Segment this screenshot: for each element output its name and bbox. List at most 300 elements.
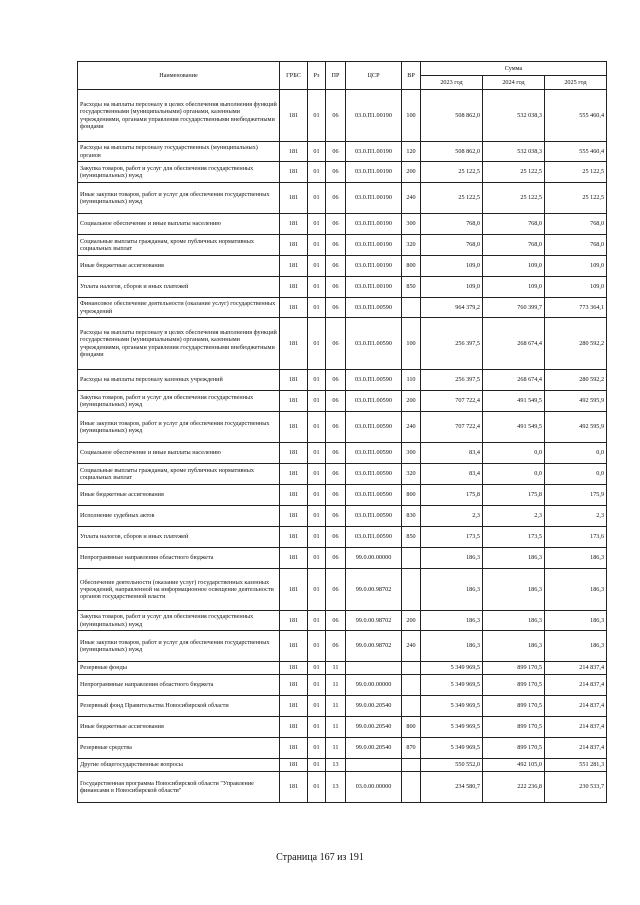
row-sum-2024: 109,0 bbox=[483, 277, 545, 298]
row-sum-2023: 5 349 969,5 bbox=[421, 696, 483, 717]
row-vr bbox=[402, 569, 421, 611]
row-sum-2024: 492 105,0 bbox=[483, 759, 545, 772]
row-sum-2024: 222 236,8 bbox=[483, 772, 545, 803]
row-pr: 06 bbox=[326, 569, 346, 611]
table-row bbox=[78, 611, 607, 631]
row-grbs: 181 bbox=[280, 318, 308, 370]
row-rz: 01 bbox=[308, 443, 326, 464]
row-sum-2023: 707 722,4 bbox=[421, 412, 483, 443]
row-csr: 03.0.00.00000 bbox=[346, 772, 402, 803]
row-name: Социальные выплаты гражданам, кроме публичных нормативных социальных выплат bbox=[78, 464, 280, 485]
row-rz: 01 bbox=[308, 506, 326, 527]
row-rz: 01 bbox=[308, 90, 326, 142]
row-grbs: 181 bbox=[280, 772, 308, 803]
row-sum-2025: 109,0 bbox=[545, 256, 607, 277]
row-sum-2023: 234 580,7 bbox=[421, 772, 483, 803]
row-rz: 01 bbox=[308, 772, 326, 803]
row-sum-2025: 186,3 bbox=[545, 548, 607, 569]
row-sum-2025: 109,0 bbox=[545, 277, 607, 298]
row-vr: 200 bbox=[402, 391, 421, 412]
row-sum-2024: 268 674,4 bbox=[483, 318, 545, 370]
row-csr bbox=[346, 759, 402, 772]
row-vr: 320 bbox=[402, 464, 421, 485]
row-pr: 11 bbox=[326, 717, 346, 738]
header-grbs: ГРБС bbox=[280, 62, 308, 90]
row-pr: 06 bbox=[326, 214, 346, 235]
row-sum-2024: 173,5 bbox=[483, 527, 545, 548]
row-sum-2025: 186,3 bbox=[545, 611, 607, 631]
row-sum-2023: 508 862,0 bbox=[421, 142, 483, 162]
row-pr: 11 bbox=[326, 675, 346, 696]
row-name: Резервные средства bbox=[78, 738, 280, 759]
row-pr: 06 bbox=[326, 235, 346, 256]
row-sum-2024: 532 038,3 bbox=[483, 90, 545, 142]
row-name: Резервные фонды bbox=[78, 662, 280, 675]
row-sum-2023: 5 349 969,5 bbox=[421, 717, 483, 738]
row-grbs: 181 bbox=[280, 183, 308, 214]
row-pr: 06 bbox=[326, 485, 346, 506]
row-vr: 870 bbox=[402, 738, 421, 759]
table-row bbox=[78, 318, 607, 370]
header-sum: Сумма bbox=[421, 62, 607, 76]
table-row bbox=[78, 485, 607, 506]
row-rz: 01 bbox=[308, 235, 326, 256]
row-sum-2025: 214 837,4 bbox=[545, 696, 607, 717]
row-sum-2023: 964 379,2 bbox=[421, 298, 483, 318]
row-sum-2024: 491 549,5 bbox=[483, 391, 545, 412]
header-year-2023: 2023 год bbox=[421, 76, 483, 90]
row-sum-2024: 491 549,5 bbox=[483, 412, 545, 443]
row-csr: 99.0.00.98702 bbox=[346, 611, 402, 631]
row-grbs: 181 bbox=[280, 675, 308, 696]
row-grbs: 181 bbox=[280, 717, 308, 738]
row-csr: 03.0.П1.00590 bbox=[346, 506, 402, 527]
row-pr: 06 bbox=[326, 443, 346, 464]
row-pr: 06 bbox=[326, 277, 346, 298]
row-sum-2025: 280 592,2 bbox=[545, 370, 607, 391]
row-vr bbox=[402, 662, 421, 675]
page-number: Страница 167 из 191 bbox=[276, 852, 364, 863]
row-rz: 01 bbox=[308, 256, 326, 277]
row-sum-2023: 508 862,0 bbox=[421, 90, 483, 142]
row-sum-2023: 109,0 bbox=[421, 277, 483, 298]
row-rz: 01 bbox=[308, 527, 326, 548]
row-sum-2023: 768,0 bbox=[421, 214, 483, 235]
row-pr: 13 bbox=[326, 759, 346, 772]
row-grbs: 181 bbox=[280, 162, 308, 183]
row-csr: 99.0.00.00000 bbox=[346, 548, 402, 569]
row-grbs: 181 bbox=[280, 214, 308, 235]
row-sum-2025: 773 364,1 bbox=[545, 298, 607, 318]
row-pr: 06 bbox=[326, 256, 346, 277]
row-pr: 13 bbox=[326, 772, 346, 803]
row-csr: 03.0.П1.00590 bbox=[346, 298, 402, 318]
row-name: Закупка товаров, работ и услуг для обеспечения государственных (муниципальных) нужд bbox=[78, 162, 280, 183]
header-year-2024: 2024 год bbox=[483, 76, 545, 90]
table-row bbox=[78, 443, 607, 464]
row-grbs: 181 bbox=[280, 464, 308, 485]
table-row bbox=[78, 277, 607, 298]
row-grbs: 181 bbox=[280, 235, 308, 256]
row-name: Резервный фонд Правительства Новосибирской области bbox=[78, 696, 280, 717]
row-rz: 01 bbox=[308, 759, 326, 772]
row-sum-2025: 214 837,4 bbox=[545, 662, 607, 675]
row-grbs: 181 bbox=[280, 696, 308, 717]
row-vr: 830 bbox=[402, 506, 421, 527]
row-name: Социальное обеспечение и иные выплаты населению bbox=[78, 443, 280, 464]
row-sum-2025: 551 281,3 bbox=[545, 759, 607, 772]
row-rz: 01 bbox=[308, 696, 326, 717]
row-grbs: 181 bbox=[280, 738, 308, 759]
row-csr: 03.0.П1.00590 bbox=[346, 464, 402, 485]
row-vr: 100 bbox=[402, 90, 421, 142]
row-sum-2025: 214 837,4 bbox=[545, 738, 607, 759]
row-name: Непрограммные направления областного бюджета bbox=[78, 675, 280, 696]
row-rz: 01 bbox=[308, 464, 326, 485]
row-grbs: 181 bbox=[280, 412, 308, 443]
row-pr: 06 bbox=[326, 506, 346, 527]
row-sum-2025: 230 533,7 bbox=[545, 772, 607, 803]
row-name: Иные закупки товаров, работ и услуг для обеспечения государственных (муниципальных) нужд bbox=[78, 631, 280, 662]
row-sum-2025: 2,3 bbox=[545, 506, 607, 527]
row-rz: 01 bbox=[308, 183, 326, 214]
row-csr: 03.0.П1.00190 bbox=[346, 183, 402, 214]
row-sum-2025: 186,3 bbox=[545, 631, 607, 662]
row-sum-2024: 760 399,7 bbox=[483, 298, 545, 318]
row-csr: 03.0.П1.00590 bbox=[346, 485, 402, 506]
table-body bbox=[78, 90, 607, 803]
table-row bbox=[78, 256, 607, 277]
row-sum-2025: 25 122,5 bbox=[545, 183, 607, 214]
table-row bbox=[78, 298, 607, 318]
row-rz: 01 bbox=[308, 298, 326, 318]
row-grbs: 181 bbox=[280, 298, 308, 318]
header-vr: ВР bbox=[402, 62, 421, 90]
row-vr: 300 bbox=[402, 443, 421, 464]
row-name: Иные бюджетные ассигнования bbox=[78, 256, 280, 277]
table-row bbox=[78, 370, 607, 391]
row-rz: 01 bbox=[308, 412, 326, 443]
row-pr: 06 bbox=[326, 611, 346, 631]
row-sum-2025: 0,0 bbox=[545, 443, 607, 464]
row-vr: 320 bbox=[402, 235, 421, 256]
row-name: Закупка товаров, работ и услуг для обеспечения государственных (муниципальных) нужд bbox=[78, 611, 280, 631]
row-name: Иные бюджетные ассигнования bbox=[78, 717, 280, 738]
row-sum-2023: 5 349 969,5 bbox=[421, 738, 483, 759]
row-sum-2023: 83,4 bbox=[421, 443, 483, 464]
row-rz: 01 bbox=[308, 162, 326, 183]
row-vr: 240 bbox=[402, 631, 421, 662]
row-name: Социальное обеспечение и иные выплаты населению bbox=[78, 214, 280, 235]
row-grbs: 181 bbox=[280, 759, 308, 772]
row-sum-2024: 899 170,5 bbox=[483, 675, 545, 696]
row-name: Закупка товаров, работ и услуг для обеспечения государственных (муниципальных) нужд bbox=[78, 391, 280, 412]
row-vr: 800 bbox=[402, 485, 421, 506]
budget-table bbox=[77, 61, 607, 803]
row-sum-2023: 186,3 bbox=[421, 631, 483, 662]
row-vr bbox=[402, 772, 421, 803]
table-row bbox=[78, 569, 607, 611]
row-rz: 01 bbox=[308, 214, 326, 235]
row-sum-2025: 173,6 bbox=[545, 527, 607, 548]
row-sum-2025: 555 460,4 bbox=[545, 142, 607, 162]
table-row bbox=[78, 548, 607, 569]
row-grbs: 181 bbox=[280, 527, 308, 548]
row-pr: 06 bbox=[326, 318, 346, 370]
row-name: Социальные выплаты гражданам, кроме публичных нормативных социальных выплат bbox=[78, 235, 280, 256]
row-sum-2023: 186,3 bbox=[421, 548, 483, 569]
row-pr: 06 bbox=[326, 631, 346, 662]
row-grbs: 181 bbox=[280, 569, 308, 611]
row-sum-2023: 175,8 bbox=[421, 485, 483, 506]
row-pr: 11 bbox=[326, 696, 346, 717]
row-vr: 240 bbox=[402, 183, 421, 214]
row-grbs: 181 bbox=[280, 142, 308, 162]
row-sum-2025: 214 837,4 bbox=[545, 675, 607, 696]
row-sum-2024: 2,3 bbox=[483, 506, 545, 527]
row-sum-2023: 109,0 bbox=[421, 256, 483, 277]
header-rz: Рз bbox=[308, 62, 326, 90]
row-sum-2023: 173,5 bbox=[421, 527, 483, 548]
row-rz: 01 bbox=[308, 142, 326, 162]
row-pr: 06 bbox=[326, 527, 346, 548]
row-sum-2023: 186,3 bbox=[421, 569, 483, 611]
row-sum-2025: 25 122,5 bbox=[545, 162, 607, 183]
row-sum-2023: 5 349 969,5 bbox=[421, 662, 483, 675]
row-vr bbox=[402, 696, 421, 717]
row-sum-2024: 768,0 bbox=[483, 214, 545, 235]
row-name: Обеспечение деятельности (оказание услуг) государственных казенных учреждений, направленной на информационное освещение деятельности органов государственной власти bbox=[78, 569, 280, 611]
row-name: Иные закупки товаров, работ и услуг для обеспечения государственных (муниципальных) нужд bbox=[78, 183, 280, 214]
row-grbs: 181 bbox=[280, 443, 308, 464]
row-pr: 06 bbox=[326, 183, 346, 214]
row-csr: 99.0.00.20540 bbox=[346, 696, 402, 717]
row-csr: 99.0.00.00000 bbox=[346, 675, 402, 696]
row-vr: 120 bbox=[402, 142, 421, 162]
row-grbs: 181 bbox=[280, 370, 308, 391]
row-pr: 06 bbox=[326, 90, 346, 142]
row-sum-2023: 2,3 bbox=[421, 506, 483, 527]
row-sum-2024: 175,8 bbox=[483, 485, 545, 506]
header-name: Наименование bbox=[78, 62, 280, 90]
table-row bbox=[78, 696, 607, 717]
row-sum-2025: 492 595,9 bbox=[545, 391, 607, 412]
row-vr: 800 bbox=[402, 256, 421, 277]
row-grbs: 181 bbox=[280, 631, 308, 662]
row-vr bbox=[402, 759, 421, 772]
table-row bbox=[78, 772, 607, 803]
row-rz: 01 bbox=[308, 548, 326, 569]
row-sum-2025: 214 837,4 bbox=[545, 717, 607, 738]
row-grbs: 181 bbox=[280, 485, 308, 506]
row-sum-2023: 550 552,0 bbox=[421, 759, 483, 772]
table-row bbox=[78, 391, 607, 412]
row-grbs: 181 bbox=[280, 662, 308, 675]
row-sum-2025: 555 460,4 bbox=[545, 90, 607, 142]
row-pr: 06 bbox=[326, 412, 346, 443]
row-name: Государственная программа Новосибирской области "Управление финансами в Новосибирской области" bbox=[78, 772, 280, 803]
row-grbs: 181 bbox=[280, 611, 308, 631]
row-name: Другие общегосударственные вопросы bbox=[78, 759, 280, 772]
row-rz: 01 bbox=[308, 738, 326, 759]
table-row bbox=[78, 631, 607, 662]
row-name: Иные закупки товаров, работ и услуг для обеспечения государственных (муниципальных) нужд bbox=[78, 412, 280, 443]
row-pr: 06 bbox=[326, 370, 346, 391]
row-sum-2024: 186,3 bbox=[483, 569, 545, 611]
row-csr: 03.0.П1.00190 bbox=[346, 214, 402, 235]
row-pr: 11 bbox=[326, 738, 346, 759]
row-csr: 03.0.П1.00190 bbox=[346, 235, 402, 256]
row-grbs: 181 bbox=[280, 277, 308, 298]
row-csr: 99.0.00.98702 bbox=[346, 569, 402, 611]
row-sum-2025: 768,0 bbox=[545, 235, 607, 256]
row-vr bbox=[402, 675, 421, 696]
table-row bbox=[78, 214, 607, 235]
row-sum-2024: 268 674,4 bbox=[483, 370, 545, 391]
row-sum-2023: 256 397,5 bbox=[421, 370, 483, 391]
table-row bbox=[78, 717, 607, 738]
row-sum-2024: 768,0 bbox=[483, 235, 545, 256]
row-name: Расходы на выплаты персоналу казенных учреждений bbox=[78, 370, 280, 391]
row-vr: 850 bbox=[402, 277, 421, 298]
table-row bbox=[78, 464, 607, 485]
row-sum-2024: 899 170,5 bbox=[483, 717, 545, 738]
row-sum-2024: 25 122,5 bbox=[483, 183, 545, 214]
row-csr bbox=[346, 662, 402, 675]
row-sum-2024: 0,0 bbox=[483, 443, 545, 464]
table-row bbox=[78, 90, 607, 142]
row-rz: 01 bbox=[308, 391, 326, 412]
row-rz: 01 bbox=[308, 318, 326, 370]
row-csr: 03.0.П1.00590 bbox=[346, 412, 402, 443]
row-pr: 11 bbox=[326, 662, 346, 675]
row-csr: 03.0.П1.00190 bbox=[346, 162, 402, 183]
row-csr: 03.0.П1.00190 bbox=[346, 277, 402, 298]
row-vr: 800 bbox=[402, 717, 421, 738]
row-sum-2025: 175,9 bbox=[545, 485, 607, 506]
row-grbs: 181 bbox=[280, 506, 308, 527]
row-sum-2025: 280 592,2 bbox=[545, 318, 607, 370]
row-sum-2024: 899 170,5 bbox=[483, 662, 545, 675]
row-sum-2023: 5 349 969,5 bbox=[421, 675, 483, 696]
row-name: Расходы на выплаты персоналу в целях обеспечения выполнения функций государственными (муниципальными) органами, казенными учреждениями, органами управления государственными внебюджетными фондами bbox=[78, 90, 280, 142]
row-pr: 06 bbox=[326, 298, 346, 318]
header-year-2025: 2025 год bbox=[545, 76, 607, 90]
header-csr: ЦСР bbox=[346, 62, 402, 90]
row-sum-2025: 0,0 bbox=[545, 464, 607, 485]
row-rz: 01 bbox=[308, 485, 326, 506]
row-sum-2025: 186,3 bbox=[545, 569, 607, 611]
row-sum-2024: 109,0 bbox=[483, 256, 545, 277]
row-sum-2024: 186,3 bbox=[483, 611, 545, 631]
row-name: Уплата налогов, сборов и иных платежей bbox=[78, 527, 280, 548]
row-name: Иные бюджетные ассигнования bbox=[78, 485, 280, 506]
row-sum-2023: 768,0 bbox=[421, 235, 483, 256]
row-vr bbox=[402, 548, 421, 569]
row-vr: 200 bbox=[402, 611, 421, 631]
row-rz: 01 bbox=[308, 277, 326, 298]
row-vr: 200 bbox=[402, 162, 421, 183]
row-vr: 240 bbox=[402, 412, 421, 443]
table-row bbox=[78, 527, 607, 548]
row-sum-2023: 25 122,5 bbox=[421, 162, 483, 183]
table-row bbox=[78, 235, 607, 256]
row-pr: 06 bbox=[326, 391, 346, 412]
row-csr: 03.0.П1.00590 bbox=[346, 443, 402, 464]
row-sum-2023: 25 122,5 bbox=[421, 183, 483, 214]
row-csr: 03.0.П1.00190 bbox=[346, 256, 402, 277]
header-pr: ПР bbox=[326, 62, 346, 90]
table-row bbox=[78, 142, 607, 162]
row-grbs: 181 bbox=[280, 256, 308, 277]
row-csr: 03.0.П1.00590 bbox=[346, 391, 402, 412]
row-vr: 300 bbox=[402, 214, 421, 235]
row-grbs: 181 bbox=[280, 548, 308, 569]
row-rz: 01 bbox=[308, 611, 326, 631]
row-csr: 99.0.00.98702 bbox=[346, 631, 402, 662]
row-csr: 03.0.П1.00590 bbox=[346, 527, 402, 548]
row-name: Непрограммные направления областного бюджета bbox=[78, 548, 280, 569]
row-pr: 06 bbox=[326, 464, 346, 485]
table-row bbox=[78, 759, 607, 772]
row-csr: 03.0.П1.00190 bbox=[346, 142, 402, 162]
row-grbs: 181 bbox=[280, 391, 308, 412]
row-csr: 99.0.00.20540 bbox=[346, 717, 402, 738]
row-pr: 06 bbox=[326, 142, 346, 162]
row-name: Расходы на выплаты персоналу государственных (муниципальных) органов bbox=[78, 142, 280, 162]
row-sum-2023: 83,4 bbox=[421, 464, 483, 485]
row-grbs: 181 bbox=[280, 90, 308, 142]
table-row bbox=[78, 412, 607, 443]
row-sum-2024: 186,3 bbox=[483, 548, 545, 569]
row-rz: 01 bbox=[308, 717, 326, 738]
row-sum-2023: 256 397,5 bbox=[421, 318, 483, 370]
table-row bbox=[78, 675, 607, 696]
row-sum-2024: 0,0 bbox=[483, 464, 545, 485]
row-vr: 850 bbox=[402, 527, 421, 548]
row-pr: 06 bbox=[326, 548, 346, 569]
row-sum-2025: 768,0 bbox=[545, 214, 607, 235]
table-row bbox=[78, 662, 607, 675]
table-row bbox=[78, 162, 607, 183]
row-sum-2024: 186,3 bbox=[483, 631, 545, 662]
table-header bbox=[78, 62, 607, 90]
row-sum-2024: 899 170,5 bbox=[483, 738, 545, 759]
row-rz: 01 bbox=[308, 569, 326, 611]
row-name: Расходы на выплаты персоналу в целях обеспечения выполнения функций государственными (муниципальными) органами, казенными учреждениями, органами управления государственными внебюджетными фондами bbox=[78, 318, 280, 370]
table-row bbox=[78, 506, 607, 527]
row-sum-2023: 707 722,4 bbox=[421, 391, 483, 412]
row-sum-2024: 25 122,5 bbox=[483, 162, 545, 183]
table-row bbox=[78, 738, 607, 759]
row-pr: 06 bbox=[326, 162, 346, 183]
row-rz: 01 bbox=[308, 631, 326, 662]
row-rz: 01 bbox=[308, 662, 326, 675]
row-sum-2024: 532 038,3 bbox=[483, 142, 545, 162]
row-sum-2024: 899 170,5 bbox=[483, 696, 545, 717]
row-name: Исполнение судебных актов bbox=[78, 506, 280, 527]
row-rz: 01 bbox=[308, 675, 326, 696]
row-sum-2025: 492 595,9 bbox=[545, 412, 607, 443]
row-csr: 99.0.00.20540 bbox=[346, 738, 402, 759]
row-vr: 100 bbox=[402, 318, 421, 370]
row-name: Уплата налогов, сборов и иных платежей bbox=[78, 277, 280, 298]
row-sum-2023: 186,3 bbox=[421, 611, 483, 631]
row-vr: 110 bbox=[402, 370, 421, 391]
row-csr: 03.0.П1.00590 bbox=[346, 318, 402, 370]
row-csr: 03.0.П1.00190 bbox=[346, 90, 402, 142]
row-vr bbox=[402, 298, 421, 318]
